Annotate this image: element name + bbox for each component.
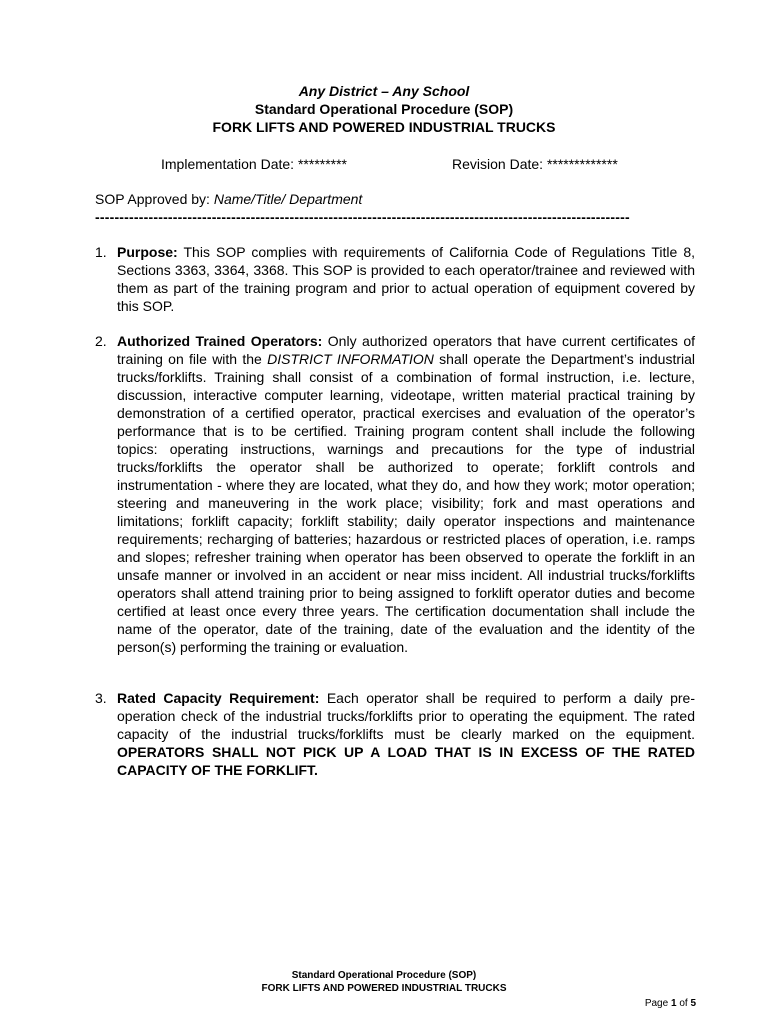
sop-approved-by (95, 190, 362, 208)
dashed-divider: -------------------------------------------------------------------------------------------------------------- (95, 209, 630, 225)
revision-date (452, 155, 618, 173)
page-of: of (679, 998, 688, 1009)
document-title: FORK LIFTS AND POWERED INDUSTRIAL TRUCKS (212, 119, 556, 135)
section-purpose (95, 243, 695, 315)
implementation-date-value: ********* (297, 156, 348, 172)
revision-date-value: ************* (546, 156, 618, 172)
section-text: Only authorized operators that have current certificates of training on file with the (117, 333, 696, 367)
section-body (117, 243, 695, 315)
section-rated-capacity (95, 689, 695, 779)
footer-line-2: FORK LIFTS AND POWERED INDUSTRIAL TRUCKS (261, 983, 507, 994)
section-heading: Authorized Trained Operators: (117, 333, 323, 349)
section-body (117, 332, 695, 656)
section-authorized-operators (95, 332, 695, 656)
section-warning-text: OPERATORS SHALL NOT PICK UP A LOAD THAT IS IN EXCESS OF THE RATED CAPACITY OF THE FORKLIFT. (117, 744, 695, 778)
section-heading: Purpose: (117, 244, 178, 260)
approved-label: SOP Approved by: (95, 191, 210, 207)
approved-value: Name/Title/ Department (213, 191, 363, 207)
page-label: Page (644, 998, 669, 1009)
section-text: shall operate the Department’s industrial trucks/forklifts. Training shall consist of a combination of formal instruction, i.e. lecture, discussion, interactive computer learning, videotape, written material practical training by demonstration of a certified operator, practical exercises and evaluation of the operator’s performance that is to be certified. Training program content shall include the following topics: operating instructions, warnings and precautions for the type of industrial trucks/forklifts the operator shall be authorized to operate; forklift controls and instrumentation - where they are located, what they do, and how they work; motor operation; steering and maneuvering in the work place; visibility; fork and mast operations and limitations; forklift capacity; forklift stability; daily operator inspections and maintenance requirements; recharging of batteries; hazardous or restricted places of operation, i.e. ramps and slopes; refresher training when operator has been observed to operate the forklift in an unsafe manner or involved in an accident or near miss incident. All industrial trucks/forklifts operators shall attend training prior to being assigned to forklift operator duties and become certified at least once every three years. The certification documentation shall include the name of the operator, date of the training, date of the evaluation and the identity of the person(s) performing the training or evaluation. (117, 351, 696, 655)
section-text: Each operator shall be required to perform a daily pre-operation check of the industrial trucks/forklifts prior to operating the equipment. The rated capacity of the industrial trucks/forklifts must be clearly marked on the equipment. (117, 690, 696, 742)
revision-date-label: Revision Date: (452, 156, 544, 172)
sop-line: Standard Operational Procedure (SOP) (254, 101, 514, 117)
section-italic-text: DISTRICT INFORMATION (267, 351, 434, 367)
page-current: 1 (670, 998, 677, 1009)
page-total: 5 (690, 998, 696, 1009)
section-heading: Rated Capacity Requirement: (117, 690, 320, 706)
document-header (0, 82, 768, 136)
section-text: This SOP complies with requirements of California Code of Regulations Title 8, Sections 3363, 3364, 3368. This SOP is provided to each operator/trainee and reviewed with them as part of the training program and prior to actual operation of equipment covered by this SOP. (117, 244, 695, 314)
section-number: 3. (95, 690, 107, 706)
page-number (645, 997, 696, 1010)
section-number: 2. (95, 333, 107, 349)
implementation-date (161, 155, 347, 173)
implementation-date-label: Implementation Date: (161, 156, 295, 172)
footer-line-1: Standard Operational Procedure (SOP) (291, 970, 477, 981)
section-body (117, 689, 695, 779)
section-number: 1. (95, 244, 107, 260)
document-footer (0, 969, 768, 995)
district-line: Any District – Any School (298, 83, 470, 99)
